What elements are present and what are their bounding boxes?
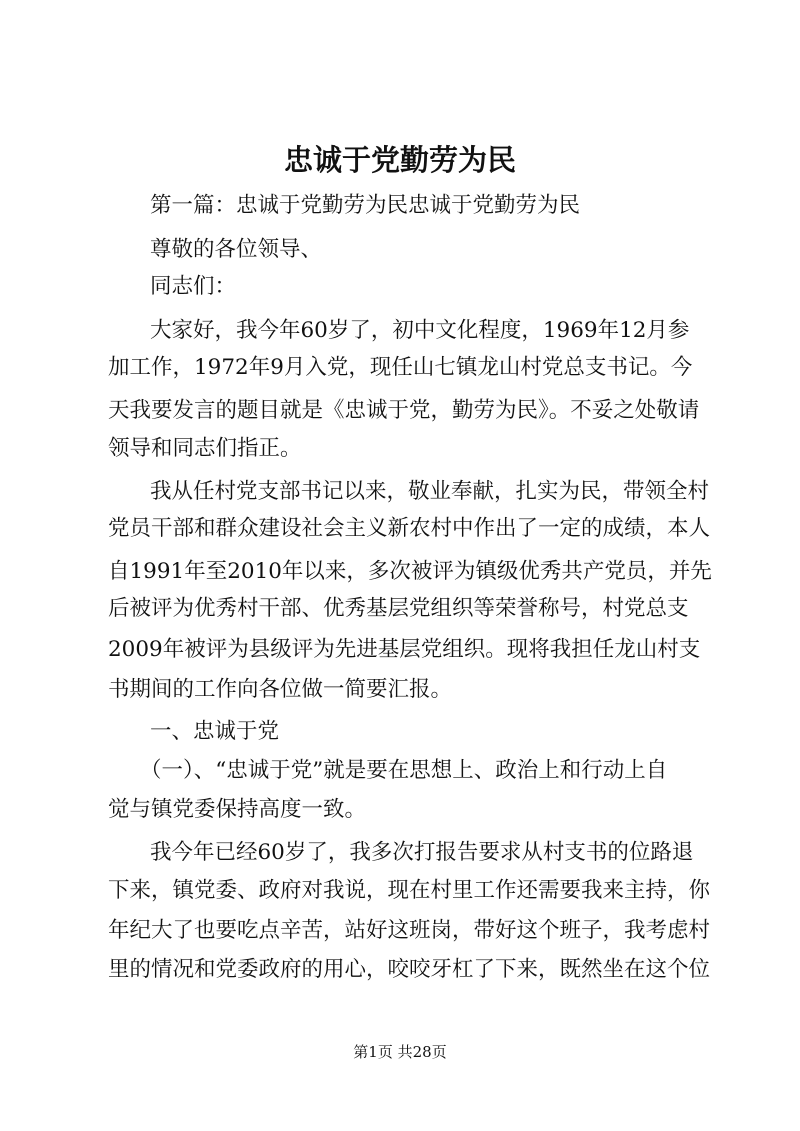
body-line: 我今年已经60岁了，我多次打报告要求从村支书的位路退: [150, 840, 694, 865]
subsection-heading: （一）、“忠诚于党”就是要在思想上、政治上和行动上自: [140, 758, 668, 783]
body-line: 觉与镇党委保持高度一致。: [108, 797, 367, 822]
body-line: 同志们：: [150, 274, 237, 299]
body-line: 尊敬的各位领导、: [150, 237, 323, 262]
body-line: 书期间的工作向各位做一简要汇报。: [108, 677, 453, 702]
body-line: 党员干部和群众建设社会主义新农村中作出了一定的成绩，本人: [108, 516, 711, 541]
body-line: 天我要发言的题目就是《忠诚于党，勤劳为民》。不妥之处敬请: [108, 398, 700, 423]
body-line: 大家好，我今年60岁了，初中文化程度，1969年12月参: [150, 318, 690, 343]
body-line: 自1991年至2010年以来，多次被评为镇级优秀共产党员，并先: [108, 559, 712, 584]
page-number: 第1页 共28页: [353, 1043, 447, 1061]
body-line: 领导和同志们指正。: [108, 436, 302, 461]
body-line: 我从任村党支部书记以来，敬业奉献，扎实为民，带领全村: [150, 479, 710, 504]
body-line: 里的情况和党委政府的用心，咬咬牙杠了下来，既然坐在这个位: [108, 957, 711, 982]
section-heading: 一、忠诚于党: [150, 719, 280, 744]
body-line: 下来，镇党委、政府对我说，现在村里工作还需要我来主持，你: [108, 878, 711, 903]
body-line: 第一篇：忠诚于党勤劳为民忠诚于党勤劳为民: [150, 193, 581, 218]
body-line: 后被评为优秀村干部、优秀基层党组织等荣誉称号，村党总支: [108, 596, 689, 621]
document-title: 忠诚于党勤劳为民: [283, 143, 516, 177]
body-line: 2009年被评为县级评为先进基层党组织。现将我担任龙山村支: [108, 637, 701, 662]
body-line: 年纪大了也要吃点辛苦，站好这班岗，带好这个班子，我考虑村: [108, 918, 711, 943]
body-line: 加工作，1972年9月入党，现任山七镇龙山村党总支书记。今: [108, 355, 693, 380]
